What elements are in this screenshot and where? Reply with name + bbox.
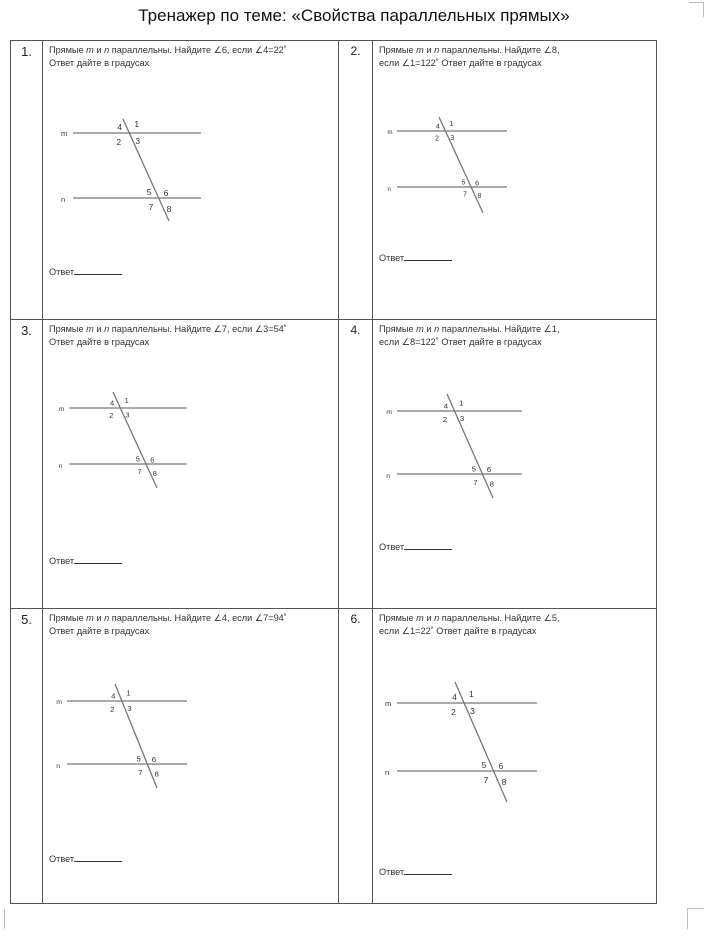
task-text: Прямые m и n параллельны. Найдите ∠1, если ∠8=122˚ Ответ дайте в градусах: [379, 324, 560, 347]
angle-label: 2: [110, 704, 115, 714]
transversal-line: [113, 392, 157, 488]
task-cell: [43, 41, 339, 320]
angle-label: 7: [483, 775, 489, 785]
angle-label: 6: [150, 455, 155, 465]
angle-label: 5: [136, 754, 141, 764]
angle-label: 2: [451, 707, 456, 717]
line-n-label: n: [61, 195, 66, 204]
answer-blank[interactable]: [404, 541, 452, 550]
task-text: Прямые m и n параллельны. Найдите ∠6, если ∠4=22˚ Ответ дайте в градусах: [49, 45, 287, 68]
task-number: 6.: [339, 609, 373, 904]
task-text: Прямые m и n параллельны. Найдите ∠4, если ∠7=94˚ Ответ дайте в градусах: [49, 613, 287, 636]
line-n-label: n: [56, 763, 61, 770]
angle-label: 8: [489, 479, 494, 489]
page-title: Тренажер по теме: «Свойства параллельных прямых»: [138, 6, 570, 25]
angle-label: 8: [501, 777, 507, 787]
angle-label: 8: [152, 468, 157, 478]
page-corner-mark: [4, 909, 19, 929]
task-cell: [373, 41, 657, 320]
task-cell: [43, 320, 339, 609]
angle-label: 3: [459, 413, 465, 423]
angle-label: 7: [138, 767, 143, 777]
parallel-lines-figure: [387, 117, 537, 217]
task-cell: [373, 609, 657, 904]
angle-label: 8: [477, 193, 482, 201]
answer-blank[interactable]: [74, 555, 122, 564]
angle-label: 5: [146, 187, 152, 197]
angle-label: 3: [450, 134, 455, 142]
line-m-label: m: [386, 409, 392, 416]
parallel-lines-figure: [387, 682, 557, 807]
answer-field[interactable]: [49, 555, 122, 566]
answer-blank[interactable]: [74, 853, 122, 862]
angle-label: 6: [151, 755, 157, 765]
answer-label: Ответ: [49, 267, 75, 277]
angle-label: 8: [154, 769, 159, 779]
angle-label: 4: [117, 122, 123, 132]
task-grid: [10, 40, 657, 904]
task-number: 2.: [339, 41, 373, 320]
angle-label: 5: [461, 179, 466, 187]
parallel-lines-figure: [57, 111, 227, 221]
angle-label: 7: [473, 477, 478, 487]
angle-label: 4: [443, 401, 449, 411]
angle-label: 2: [442, 414, 448, 424]
page-corner-mark: [687, 908, 704, 929]
task-row: [11, 41, 657, 320]
angle-label: 6: [486, 465, 492, 475]
answer-blank[interactable]: [404, 866, 452, 875]
angle-label: 5: [471, 464, 476, 474]
angle-label: 2: [109, 411, 114, 421]
angle-label: 4: [110, 398, 115, 408]
task-text: Прямые m и n параллельны. Найдите ∠8, если ∠1=122˚ Ответ дайте в градусах: [379, 45, 560, 68]
angle-label: 1: [459, 398, 464, 408]
angle-label: 3: [470, 706, 475, 716]
line-n-label: n: [58, 463, 63, 470]
angle-label: 3: [125, 410, 130, 420]
angle-label: 4: [435, 123, 440, 131]
angle-label: 7: [148, 202, 154, 212]
angle-label: 6: [498, 761, 504, 771]
answer-label: Ответ: [379, 253, 405, 263]
angle-label: 3: [127, 703, 132, 713]
answer-field[interactable]: [379, 866, 452, 877]
task-number: 3.: [11, 320, 43, 609]
angle-label: 8: [166, 204, 172, 214]
transversal-line: [115, 684, 157, 788]
task-text: Прямые m и n параллельны. Найдите ∠7, если ∠3=54˚ Ответ дайте в градусах: [49, 324, 287, 347]
angle-label: 5: [481, 760, 487, 770]
task-number: 1.: [11, 41, 43, 320]
answer-blank[interactable]: [404, 252, 452, 261]
transversal-line: [123, 119, 169, 221]
transversal-line: [447, 394, 493, 498]
answer-label: Ответ: [49, 854, 75, 864]
angle-label: 1: [126, 688, 131, 698]
angle-label: 2: [116, 137, 122, 147]
answer-label: Ответ: [49, 556, 75, 566]
line-m-label: m: [387, 129, 393, 136]
line-m-label: m: [61, 129, 68, 138]
angle-label: 1: [449, 121, 454, 129]
angle-label: 7: [137, 467, 142, 477]
transversal-line: [455, 682, 507, 802]
answer-blank[interactable]: [74, 266, 122, 275]
answer-field[interactable]: [49, 853, 122, 864]
task-row: [11, 320, 657, 609]
task-number: 4.: [339, 320, 373, 609]
angle-label: 6: [163, 188, 169, 198]
answer-label: Ответ: [379, 867, 405, 877]
parallel-lines-figure: [387, 394, 547, 504]
angle-label: 1: [469, 689, 474, 699]
line-m-label: m: [385, 699, 392, 708]
angle-label: 3: [135, 136, 141, 146]
angle-label: 1: [134, 119, 140, 129]
angle-label: 4: [111, 691, 116, 701]
task-row: [11, 609, 657, 904]
line-m-label: m: [58, 406, 65, 413]
angle-label: 6: [475, 180, 479, 188]
angle-label: 1: [124, 395, 129, 405]
task-number: 5.: [11, 609, 43, 904]
angle-label: 2: [435, 135, 439, 143]
parallel-lines-figure: [57, 684, 217, 794]
task-cell: [373, 320, 657, 609]
line-m-label: m: [56, 699, 62, 706]
answer-field[interactable]: [49, 266, 122, 277]
angle-label: 7: [463, 191, 467, 199]
task-cell: [43, 609, 339, 904]
answer-label: Ответ: [379, 542, 405, 552]
task-text: Прямые m и n параллельны. Найдите ∠5, если ∠1=22˚ Ответ дайте в градусах: [379, 613, 560, 636]
answer-field[interactable]: [379, 541, 452, 552]
answer-field[interactable]: [379, 252, 452, 263]
parallel-lines-figure: [57, 392, 217, 492]
angle-label: 5: [135, 454, 140, 464]
angle-label: 4: [452, 692, 457, 702]
line-n-label: n: [386, 473, 391, 480]
line-n-label: n: [387, 186, 391, 193]
line-n-label: n: [385, 768, 390, 777]
